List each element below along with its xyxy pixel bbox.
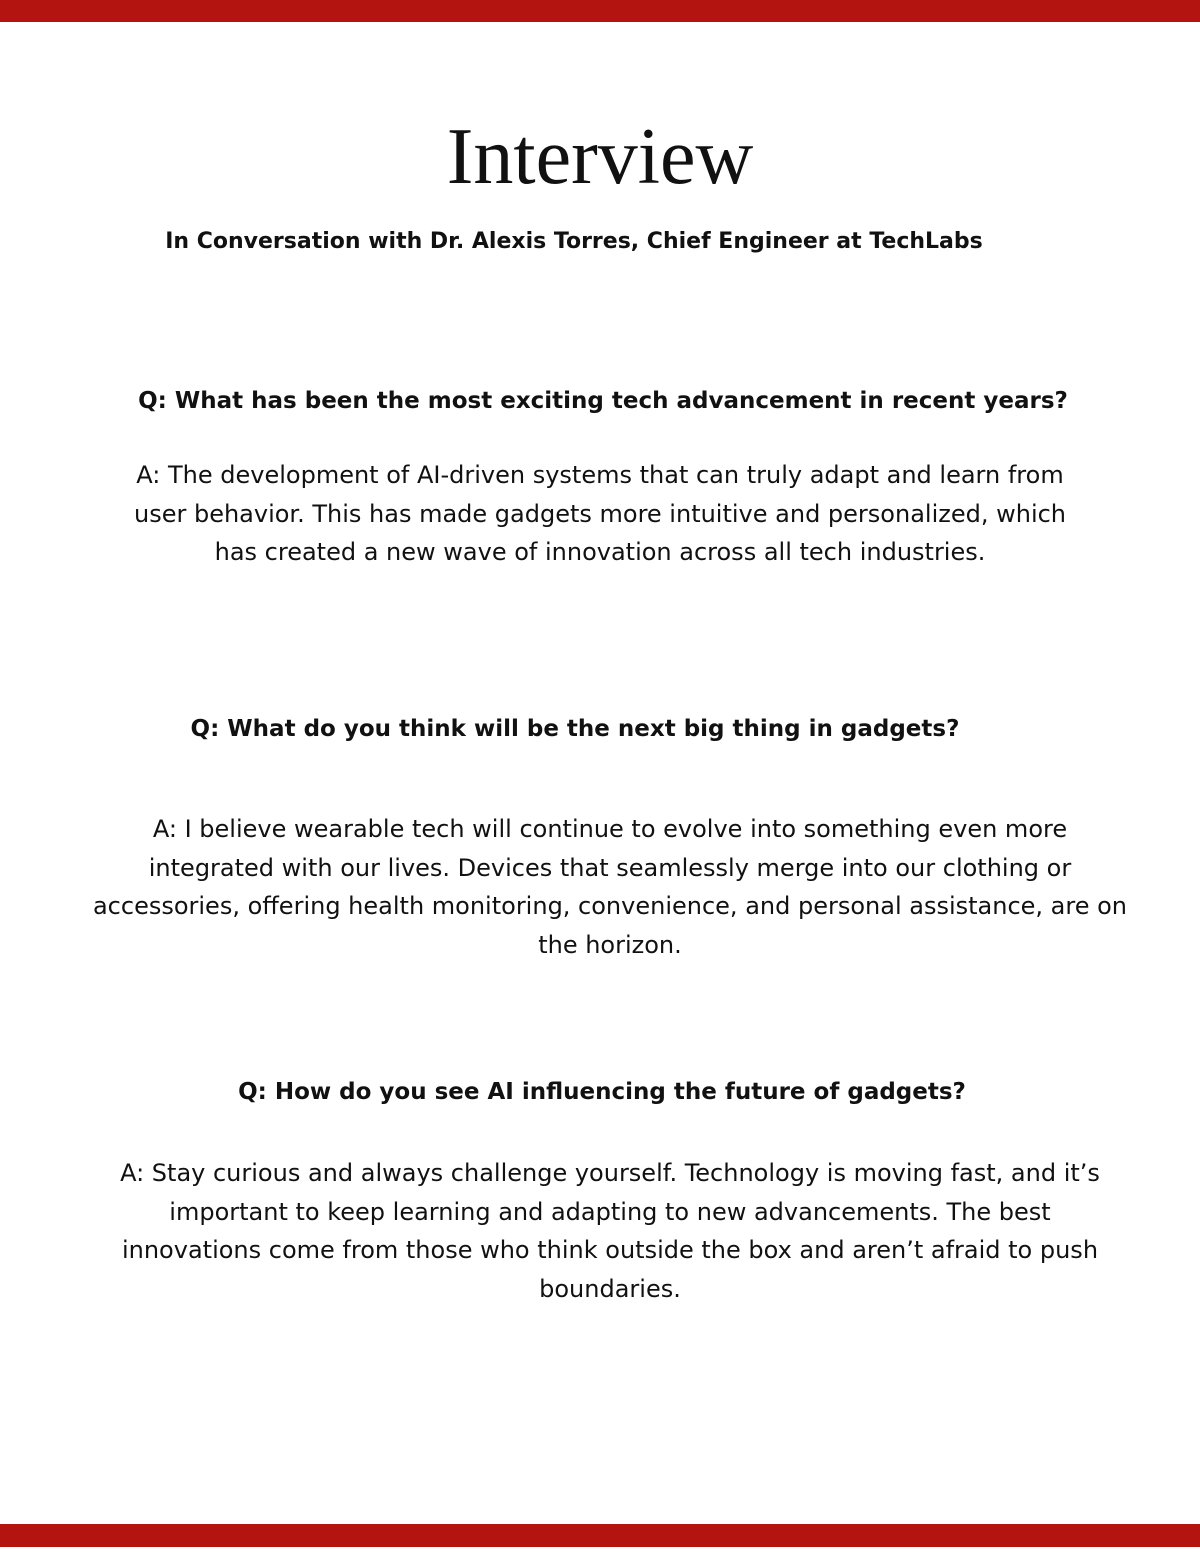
question-2: Q: What do you think will be the next big thing in gadgets? (190, 716, 960, 742)
answer-1: A: The development of AI-driven systems that can truly adapt and learn from user behavior. This has made gadgets more intuitive and personalized, which has created a new wave of innovation across all tech industries. (133, 461, 1067, 566)
bottom-accent-bar (0, 1524, 1200, 1547)
page-subtitle: In Conversation with Dr. Alexis Torres, Chief Engineer at TechLabs (165, 229, 983, 254)
answer-3: A: Stay curious and always challenge yourself. Technology is moving fast, and it’s important to keep learning and adapting to new advancements. The best innovations come from those who think outside the box and aren’t afraid to push boundaries. (120, 1159, 1100, 1303)
answer-2: A: I believe wearable tech will continue to evolve into something even more integrated with our lives. Devices that seamlessly merge into our clothing or accessories, offering health monitoring, convenience, and personal assistance, are on the horizon. (92, 815, 1128, 959)
question-3: Q: How do you see AI influencing the future of gadgets? (238, 1079, 966, 1105)
top-accent-bar (0, 0, 1200, 22)
question-1: Q: What has been the most exciting tech advancement in recent years? (138, 388, 1068, 414)
page-title: Interview (446, 113, 754, 201)
